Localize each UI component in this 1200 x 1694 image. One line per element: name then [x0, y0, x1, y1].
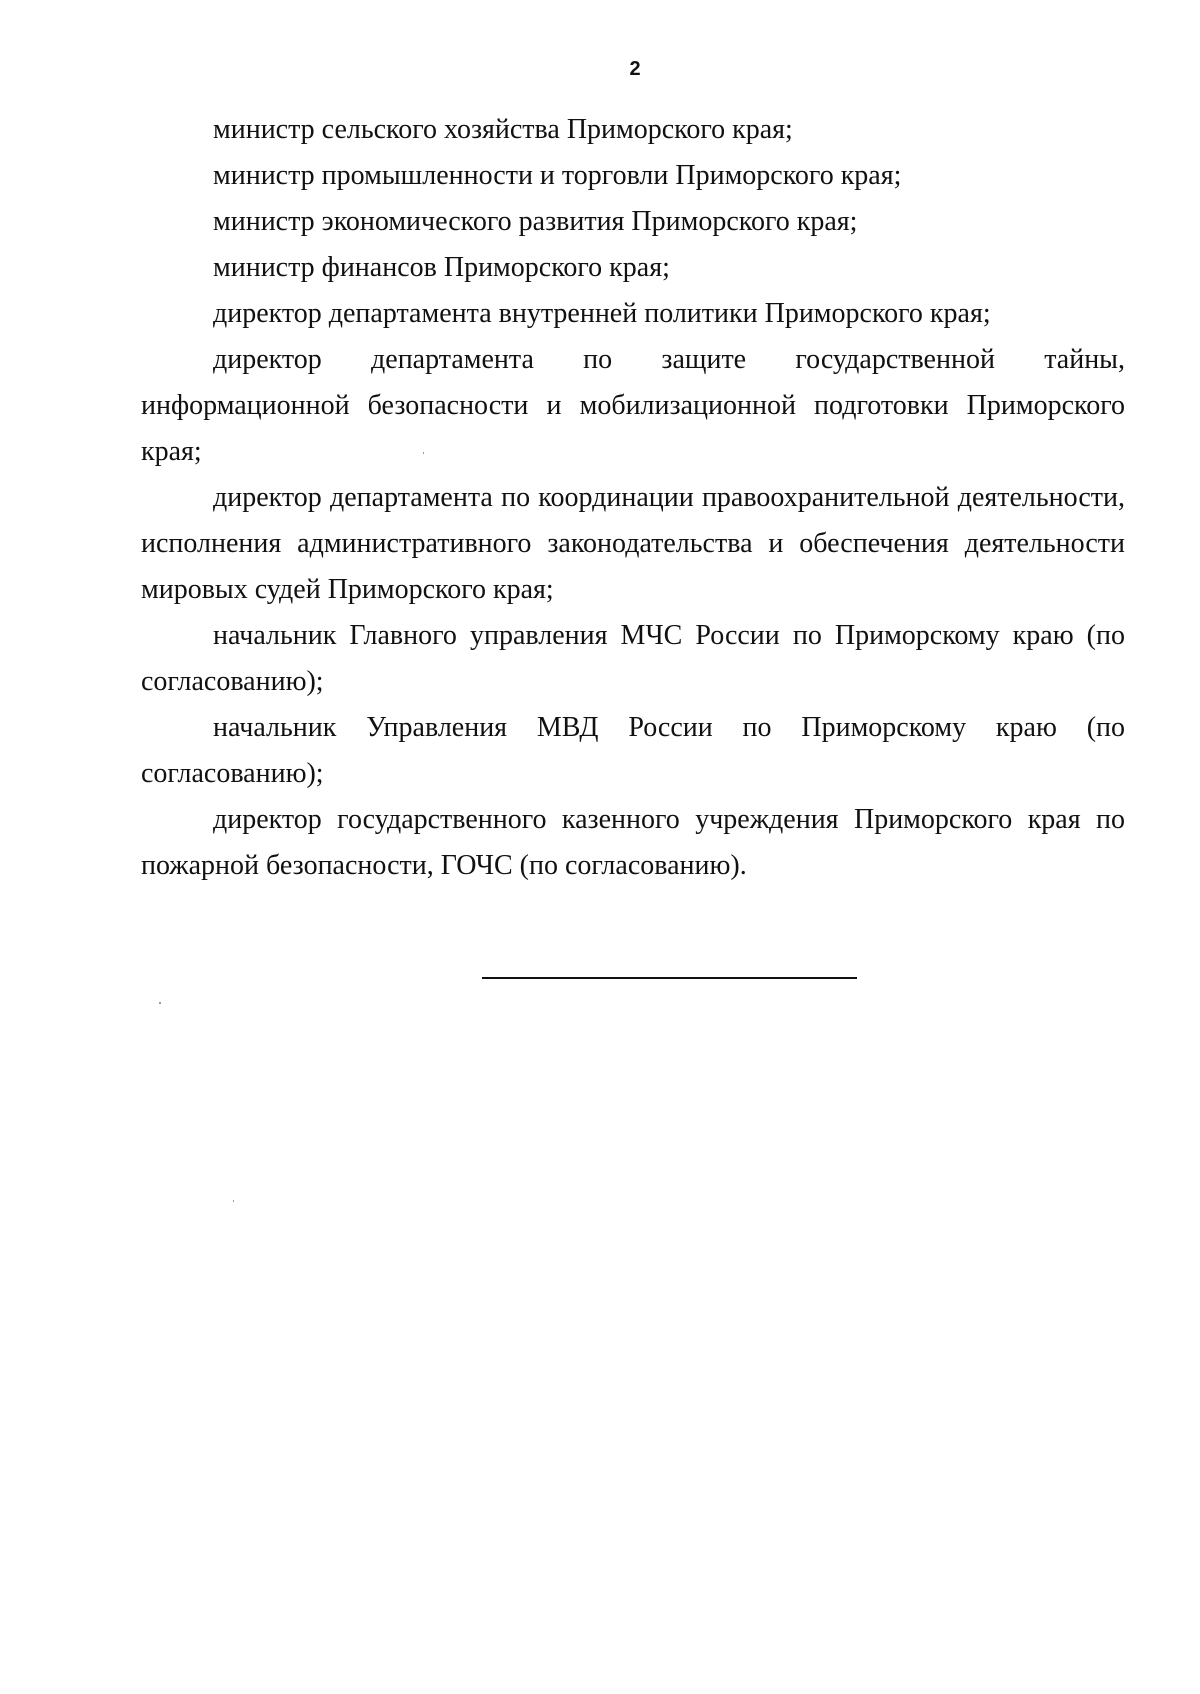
- list-item: директор департамента внутренней политики Приморского края;: [213, 298, 991, 329]
- closing-separator-line: [482, 977, 857, 979]
- page-number: 2: [629, 58, 641, 80]
- list-item: начальник Главного управления МЧС России по Приморскому краю (по согласованию);: [141, 620, 1125, 697]
- list-item: начальник Управления МВД России по Приморскому краю (по согласованию);: [141, 712, 1125, 789]
- scan-speck: [423, 452, 424, 454]
- scan-speck: [233, 1200, 234, 1202]
- list-item: министр финансов Приморского края;: [213, 252, 670, 283]
- list-item: директор департамента по защите государственной тайны, информационной безопасности и мобилизационной подготовки Приморского края;: [141, 344, 1125, 467]
- list-item: директор государственного казенного учреждения Приморского края по пожарной безопасности, ГОЧС (по согласованию).: [141, 804, 1125, 881]
- scan-speck: [159, 1002, 161, 1004]
- list-item: министр сельского хозяйства Приморского края;: [213, 114, 793, 145]
- list-item: директор департамента по координации правоохранительной деятельности, исполнения административного законодательства и обеспечения деятельности мировых судей Приморского края;: [141, 482, 1125, 605]
- list-item: министр экономического развития Приморского края;: [213, 206, 858, 237]
- document-body: [141, 107, 1125, 889]
- list-item: министр промышленности и торговли Приморского края;: [213, 160, 902, 191]
